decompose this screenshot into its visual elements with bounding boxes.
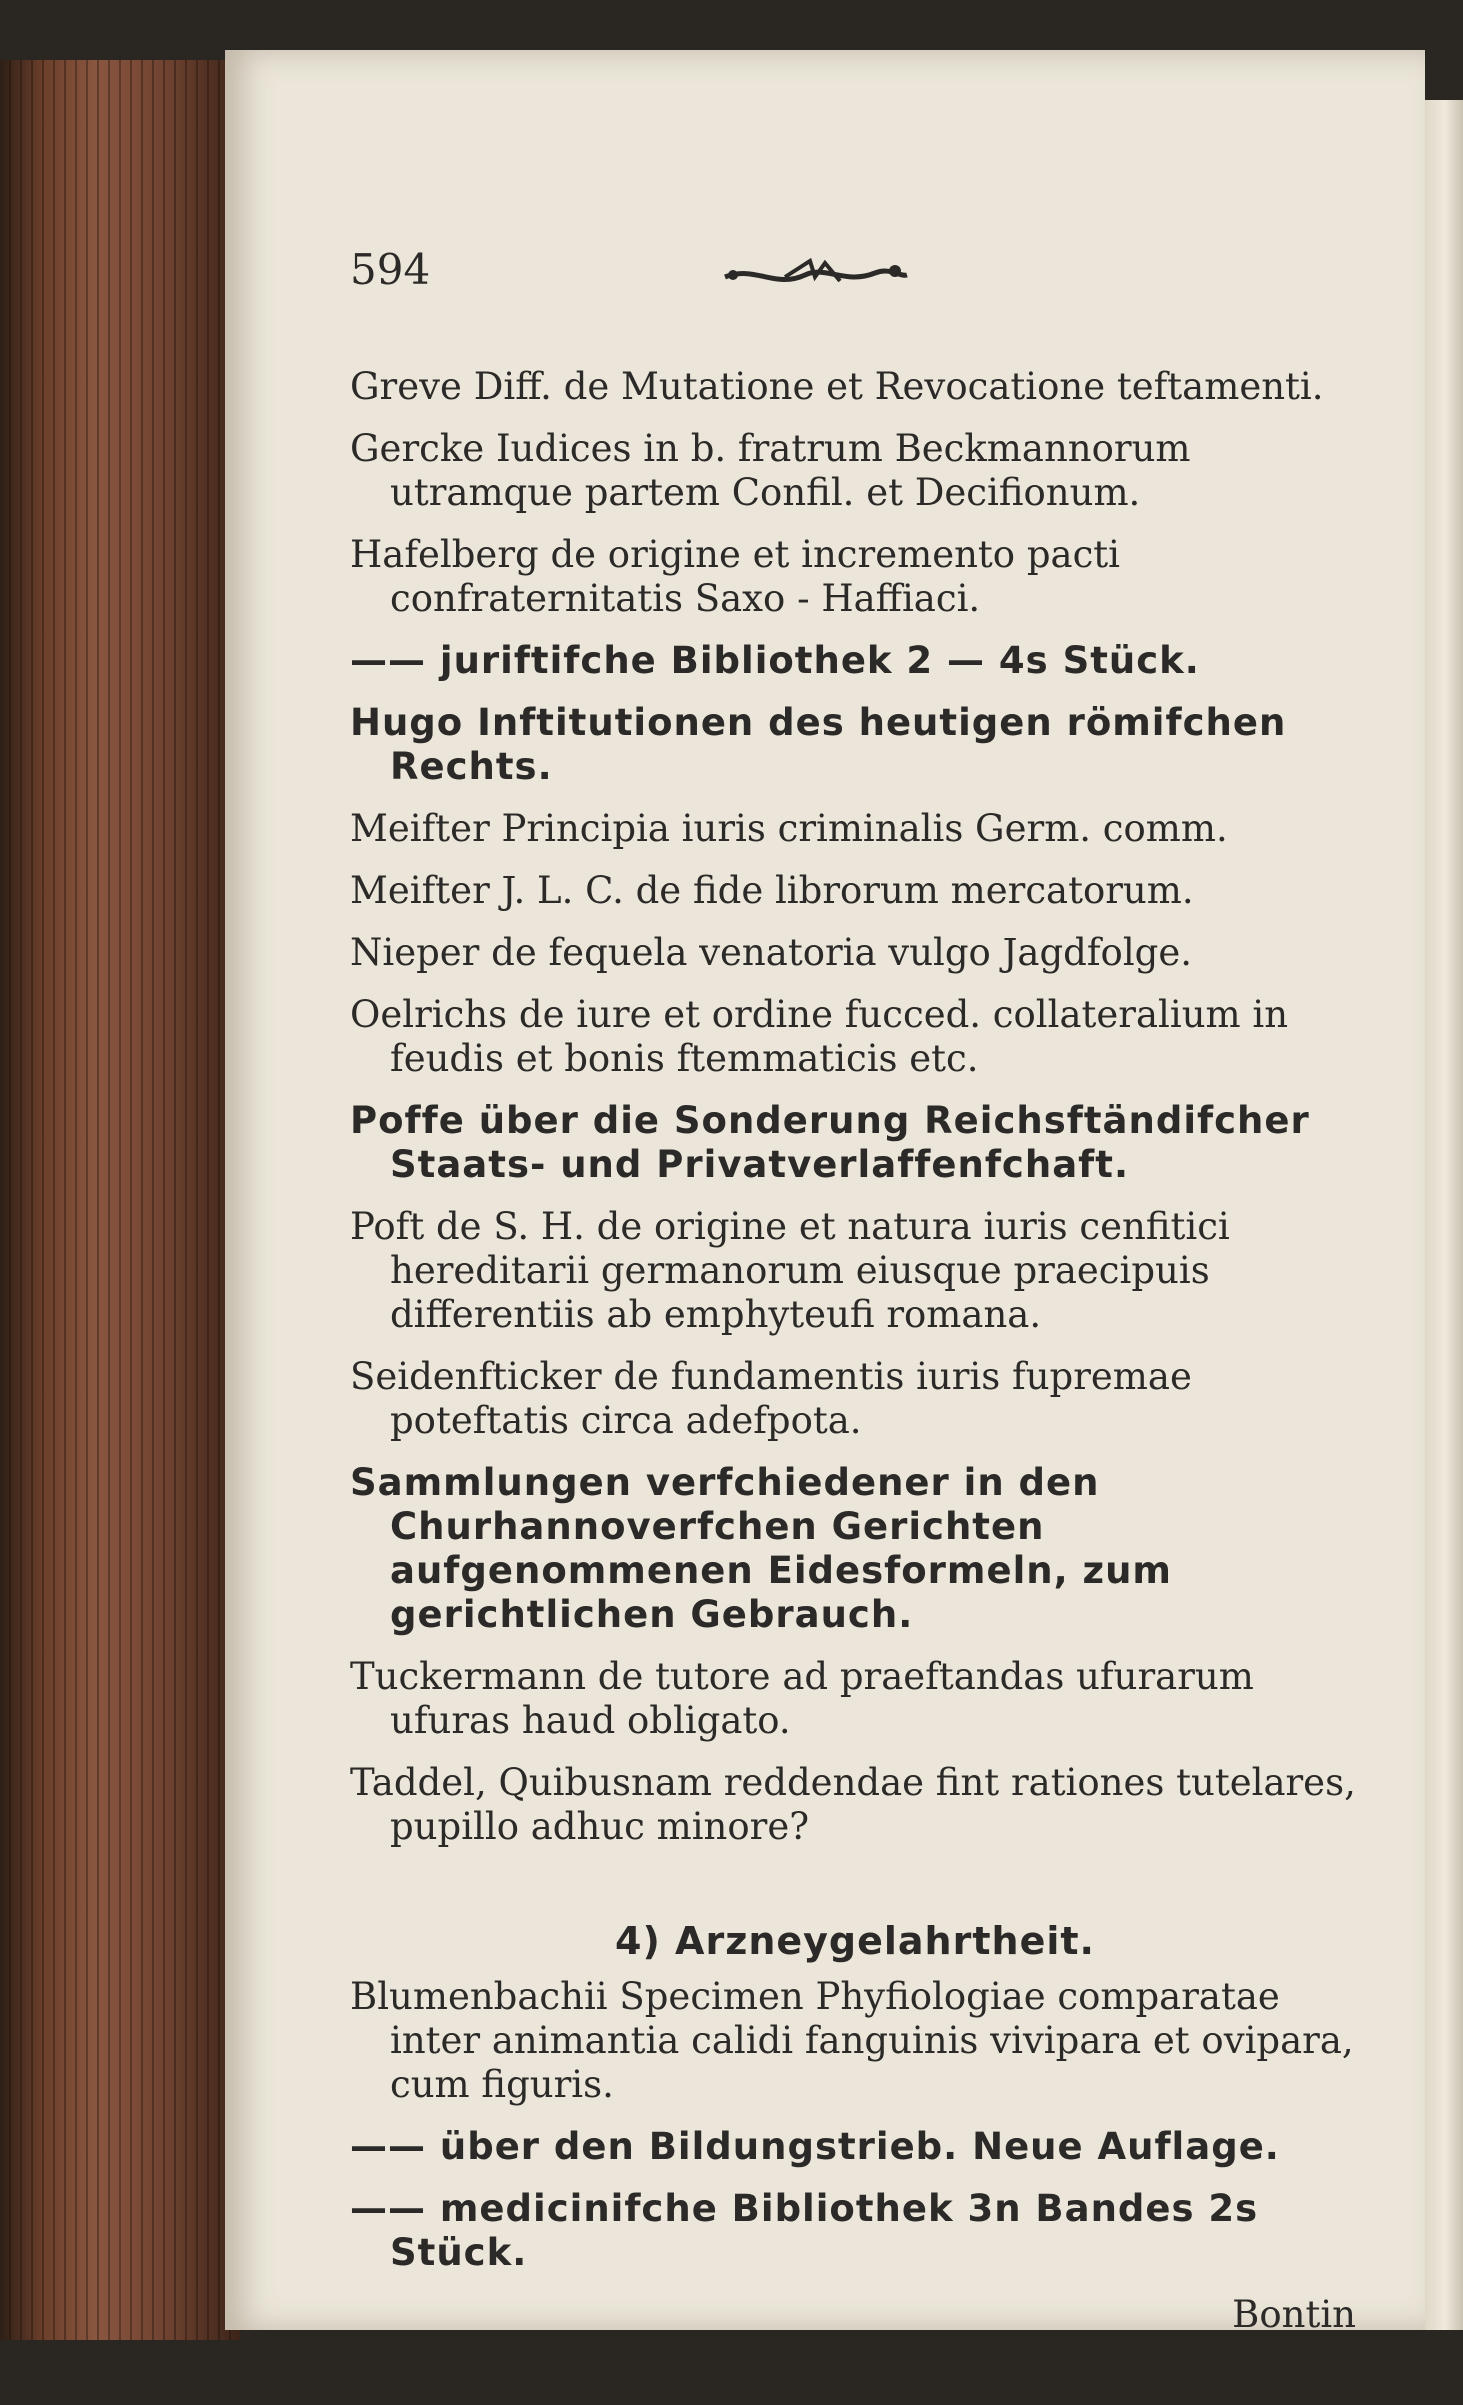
- bibliography-entry: Nieper de fequela venatoria vulgo Jagdfolge.: [350, 931, 1193, 974]
- bibliography-entry: Tuckermann de tutore ad praeftandas ufurarum ufuras haud obligato.: [350, 1655, 1254, 1742]
- decorative-vignette-icon: [715, 255, 915, 295]
- bibliography-entry: Poffe über die Sonderung Reichsftändifcher Staats- und Privatverlaffenfchaft.: [350, 1099, 1310, 1186]
- bibliography-entry: Meifter J. L. C. de fide librorum mercatorum.: [350, 869, 1194, 912]
- text-block: [350, 365, 1360, 2337]
- bibliography-entry: Taddel, Quibusnam reddendae fint rationes tutelares, pupillo adhuc minore?: [350, 1761, 1356, 1848]
- section-heading: 4) Arzneygelahrtheit.: [615, 1919, 1095, 1963]
- page-number: 594: [350, 245, 431, 294]
- bibliography-entry: —— medicinifche Bibliothek 3n Bandes 2s Stück.: [350, 2187, 1259, 2274]
- bibliography-entry: Poft de S. H. de origine et natura iuris cenfitici hereditarii germanorum eiusque praecipuis differentiis ab emphyteufi romana.: [350, 1205, 1230, 1336]
- bibliography-entry: Oelrichs de iure et ordine fucced. collateralium in feudis et bonis ftemmaticis etc.: [350, 993, 1289, 1080]
- bibliography-entry: —— über den Bildungstrieb. Neue Auflage.: [350, 2125, 1280, 2168]
- bibliography-entry: Meifter Principia iuris criminalis Germ. comm.: [350, 807, 1228, 850]
- bibliography-entry: —— juriftifche Bibliothek 2 — 4s Stück.: [350, 639, 1200, 682]
- bibliography-entry: Blumenbachii Specimen Phyfiologiae comparatae inter animantia calidi fanguinis vivipara et ovipara, cum figuris.: [350, 1975, 1354, 2106]
- entry-list: [350, 365, 1360, 1849]
- bibliography-entry: Hugo Inftitutionen des heutigen römifchen Rechts.: [350, 701, 1287, 788]
- catchword: Bontin: [1232, 2293, 1356, 2336]
- bibliography-entry: Gercke Iudices in b. fratrum Beckmannorum utramque partem Confil. et Decifionum.: [350, 427, 1191, 514]
- bibliography-entry: Greve Diff. de Mutatione et Revocatione teftamenti.: [350, 365, 1324, 408]
- bibliography-entry: Sammlungen verfchiedener in den Churhannoverfchen Gerichten aufgenommenen Eidesformeln, zum gerichtlichen Gebrauch.: [350, 1461, 1172, 1636]
- bibliography-entry: Hafelberg de origine et incremento pacti confraternitatis Saxo - Haffiaci.: [350, 533, 1120, 620]
- page-stack-lines: [0, 60, 240, 2340]
- section-entry-list: [350, 1975, 1360, 2275]
- bibliography-entry: Seidenfticker de fundamentis iuris fupremae poteftatis circa adefpota.: [350, 1355, 1192, 1442]
- book-page: [225, 50, 1425, 2336]
